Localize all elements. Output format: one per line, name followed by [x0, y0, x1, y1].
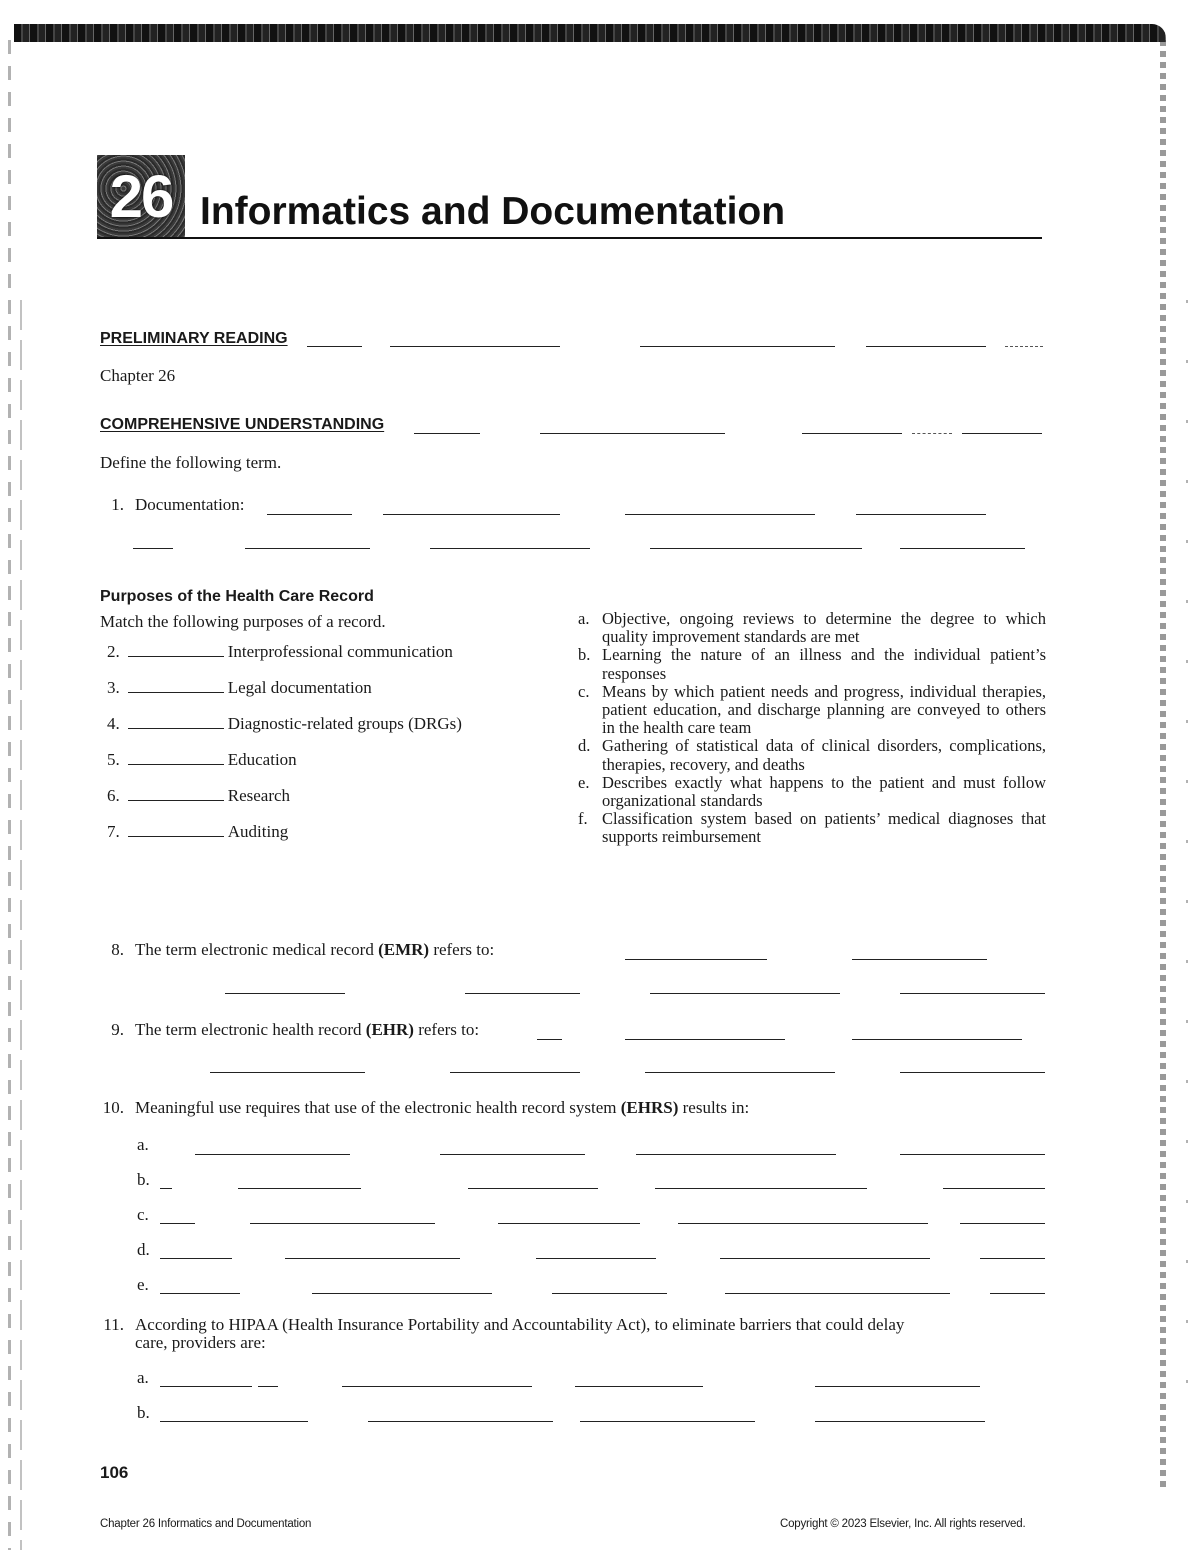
option-text: Gathering of statistical data of clinical disorders, complications, therapies, recovery, and deaths — [602, 736, 1046, 774]
match-instruction: Match the following purposes of a record. — [100, 612, 386, 631]
item-label: Interprofessional communication — [227, 642, 453, 661]
preliminary-chapter-text: Chapter 26 — [100, 366, 176, 385]
heading-rule — [640, 346, 835, 347]
question-number: 11. — [103, 1315, 124, 1334]
question-text: Meaningful use requires that use of the electronic health record system — [135, 1098, 621, 1117]
answer-line[interactable] — [645, 1072, 835, 1073]
match-item — [107, 642, 453, 662]
option-text: Means by which patient needs and progress, individual therapies, patient education, and discharge planning are conveyed to others in the health care team — [602, 681, 1046, 738]
option-letter: e. — [578, 772, 590, 792]
answer-line[interactable] — [655, 1188, 867, 1189]
match-answer-blank[interactable] — [128, 800, 224, 801]
answer-line[interactable] — [238, 1188, 361, 1189]
match-item — [107, 750, 297, 770]
item-number: 3. — [107, 678, 120, 697]
sub-letter: a. — [137, 1368, 149, 1387]
scan-right-dots — [1186, 300, 1188, 1400]
match-answer-blank[interactable] — [128, 764, 224, 765]
item-label: Diagnostic-related groups (DRGs) — [227, 714, 462, 733]
answer-line[interactable] — [636, 1154, 836, 1155]
answer-line[interactable] — [990, 1293, 1045, 1294]
documentation-label: Documentation: — [135, 495, 245, 514]
match-item — [107, 822, 288, 842]
sub-letter: b. — [137, 1403, 150, 1422]
option-letter: f. — [578, 809, 588, 829]
match-item — [107, 678, 372, 698]
question-term: (EHRS) — [620, 1098, 679, 1117]
heading-rule — [414, 433, 480, 434]
answer-line[interactable] — [900, 1154, 1045, 1155]
heading-rule — [540, 433, 725, 434]
answer-line[interactable] — [575, 1386, 703, 1387]
purposes-heading: Purposes of the Health Care Record — [100, 588, 374, 605]
match-answer-blank[interactable] — [128, 692, 224, 693]
answer-line[interactable] — [368, 1421, 553, 1422]
sub-letter: b. — [137, 1170, 150, 1189]
answer-line[interactable] — [450, 1072, 580, 1073]
footer-chapter: Chapter 26 Informatics and Documentation — [100, 1518, 312, 1530]
match-options-list — [578, 610, 1046, 847]
answer-line[interactable] — [440, 1154, 585, 1155]
answer-line[interactable] — [160, 1188, 172, 1189]
option-letter: a. — [578, 609, 590, 628]
scan-top-bar — [14, 24, 1166, 42]
item-number: 4. — [107, 714, 120, 733]
answer-line[interactable] — [650, 993, 840, 994]
heading-rule — [962, 433, 1042, 434]
heading-rule — [1005, 346, 1043, 347]
answer-line[interactable] — [465, 993, 580, 994]
scan-right-edge — [1160, 40, 1166, 1490]
answer-line[interactable] — [720, 1258, 930, 1259]
item-number: 2. — [107, 642, 120, 661]
answer-line[interactable] — [383, 514, 560, 515]
answer-line[interactable] — [900, 548, 1025, 549]
answer-line[interactable] — [650, 548, 862, 549]
chapter-number-badge: 26 — [97, 155, 185, 239]
answer-line[interactable] — [725, 1293, 950, 1294]
item-number: 5. — [107, 750, 120, 769]
page-number: 106 — [100, 1463, 129, 1482]
hipaa-question-cont: care, providers are: — [135, 1333, 266, 1352]
answer-line[interactable] — [900, 993, 1045, 994]
match-option — [578, 610, 1046, 646]
answer-line[interactable] — [537, 1039, 562, 1040]
question-term: (EMR) — [378, 940, 430, 959]
option-text: Objective, ongoing reviews to determine the degree to which quality improvement standards are met — [602, 609, 1046, 647]
question-text: refers to: — [413, 1020, 480, 1039]
question-number: 10. — [102, 1098, 124, 1117]
option-letter: d. — [578, 736, 591, 756]
answer-line[interactable] — [678, 1223, 928, 1224]
sub-letter: c. — [137, 1205, 149, 1224]
heading-rule — [912, 433, 952, 434]
answer-line[interactable] — [536, 1258, 656, 1259]
answer-line[interactable] — [960, 1223, 1045, 1224]
answer-line[interactable] — [815, 1386, 980, 1387]
question-text: The term electronic health record — [135, 1020, 366, 1039]
option-letter: b. — [578, 645, 591, 665]
answer-line[interactable] — [210, 1072, 365, 1073]
answer-line[interactable] — [980, 1258, 1045, 1259]
answer-line[interactable] — [943, 1188, 1045, 1189]
heading-rule — [307, 346, 362, 347]
match-answer-blank[interactable] — [128, 656, 224, 657]
answer-line[interactable] — [267, 514, 352, 515]
scan-left-edge — [8, 40, 11, 1550]
answer-line[interactable] — [580, 1421, 755, 1422]
match-answer-blank[interactable] — [128, 836, 224, 837]
emr-question — [135, 940, 494, 960]
option-text: Describes exactly what happens to the patient and must follow organizational standards — [602, 772, 1046, 811]
match-option — [578, 774, 1046, 810]
question-number: 9. — [111, 1020, 124, 1039]
answer-line[interactable] — [160, 1293, 240, 1294]
answer-line[interactable] — [195, 1154, 350, 1155]
item-label: Education — [227, 750, 297, 769]
scan-left-edge-inner — [20, 300, 22, 1550]
footer-copyright: Copyright © 2023 Elsevier, Inc. All rights reserved. — [780, 1518, 1026, 1530]
answer-line[interactable] — [250, 1223, 435, 1224]
answer-line[interactable] — [160, 1421, 308, 1422]
heading-rule — [802, 433, 902, 434]
preliminary-reading-heading: PRELIMINARY READING — [100, 330, 288, 347]
comprehensive-heading: COMPREHENSIVE UNDERSTANDING — [100, 416, 385, 433]
answer-line[interactable] — [900, 1072, 1045, 1073]
match-item — [107, 714, 462, 734]
answer-line[interactable] — [160, 1386, 252, 1387]
answer-line[interactable] — [258, 1386, 278, 1387]
question-text: results in: — [678, 1098, 750, 1117]
question-term: (EHR) — [365, 1020, 414, 1039]
match-option — [578, 683, 1046, 738]
answer-line[interactable] — [160, 1258, 232, 1259]
match-item — [107, 786, 290, 806]
option-letter: c. — [578, 681, 590, 701]
heading-rule — [390, 346, 560, 347]
question-text: The term electronic medical record — [135, 940, 379, 959]
ehrs-question — [135, 1098, 749, 1118]
answer-line[interactable] — [342, 1386, 532, 1387]
match-option — [578, 810, 1046, 846]
question-text: refers to: — [429, 940, 495, 959]
answer-line[interactable] — [815, 1421, 985, 1422]
sub-letter: e. — [137, 1275, 149, 1294]
answer-line[interactable] — [498, 1223, 640, 1224]
define-instruction: Define the following term. — [100, 453, 282, 472]
match-answer-blank[interactable] — [128, 728, 224, 729]
title-underline — [97, 237, 1042, 239]
item-number: 6. — [107, 786, 120, 805]
answer-line[interactable] — [856, 514, 986, 515]
answer-line[interactable] — [312, 1293, 492, 1294]
answer-line[interactable] — [468, 1188, 598, 1189]
heading-rule — [866, 346, 986, 347]
question-number: 1. — [111, 495, 124, 514]
answer-line[interactable] — [225, 993, 345, 994]
match-option — [578, 737, 1046, 773]
sub-letter: d. — [137, 1240, 150, 1259]
item-number: 7. — [107, 822, 120, 841]
answer-line[interactable] — [430, 548, 590, 549]
option-text: Classification system based on patients’ medical diagnoses that supports reimbursement — [602, 809, 1046, 847]
item-label: Legal documentation — [227, 678, 372, 697]
answer-line[interactable] — [285, 1258, 460, 1259]
answer-line[interactable] — [160, 1223, 195, 1224]
match-option — [578, 646, 1046, 682]
answer-line[interactable] — [852, 1039, 1022, 1040]
sub-letter: a. — [137, 1135, 149, 1154]
answer-line[interactable] — [625, 959, 767, 960]
ehr-question — [135, 1020, 479, 1040]
item-label: Research — [227, 786, 291, 805]
answer-line[interactable] — [245, 548, 370, 549]
answer-line[interactable] — [625, 1039, 785, 1040]
answer-line[interactable] — [852, 959, 987, 960]
chapter-title: Informatics and Documentation — [200, 190, 786, 233]
answer-line[interactable] — [133, 548, 173, 549]
hipaa-question: According to HIPAA (Health Insurance Portability and Accountability Act), to eliminate barriers that could delay — [135, 1315, 905, 1334]
option-text: Learning the nature of an illness and the individual patient’s responses — [602, 645, 1046, 683]
answer-line[interactable] — [625, 514, 815, 515]
item-label: Auditing — [227, 822, 289, 841]
answer-line[interactable] — [552, 1293, 667, 1294]
question-number: 8. — [111, 940, 124, 959]
